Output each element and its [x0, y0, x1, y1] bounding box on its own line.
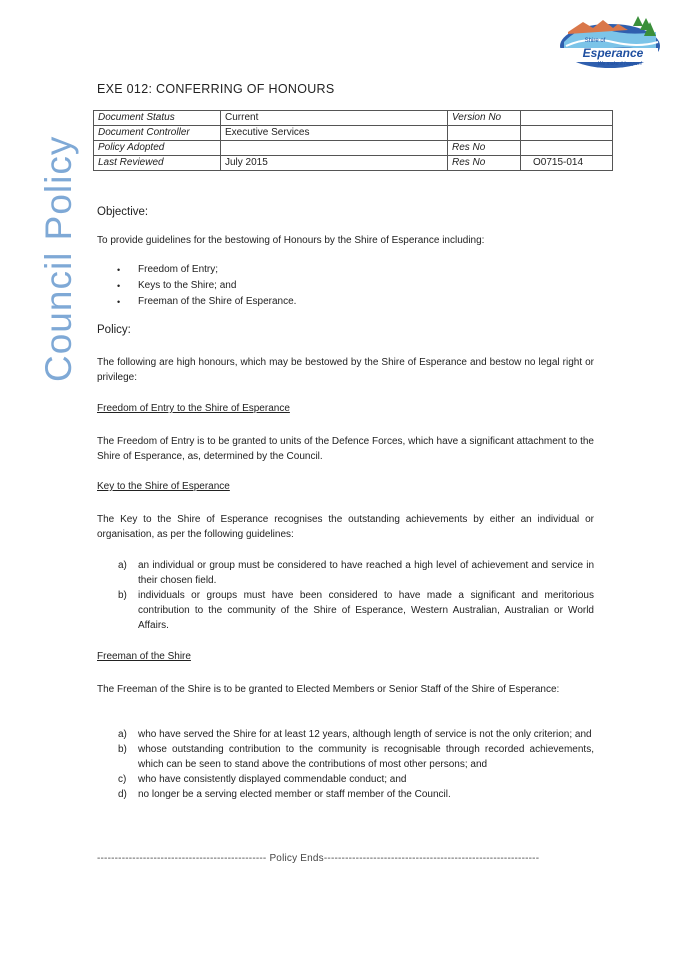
- table-row: [94, 156, 613, 171]
- objective-bullet-list: [117, 262, 296, 310]
- list-marker: b): [118, 744, 127, 755]
- key-text: The Key to the Shire of Esperance recognises the outstanding achievements by either an individual or organisation, as per the following guidelines:: [97, 514, 594, 540]
- reviewed-value: July 2015: [221, 156, 448, 171]
- controller-value: Executive Services: [221, 126, 448, 141]
- adopted-res-value: [521, 141, 613, 156]
- adopted-res-label: Res No: [448, 141, 521, 156]
- freeman-criteria-list: [118, 727, 594, 802]
- list-item-text: who have consistently displayed commendable conduct; and: [138, 774, 407, 785]
- list-item-text: whose outstanding contribution to the community is recognisable through recorded achievements, which can be seen to stand above the contributions of most other persons; and: [138, 744, 594, 770]
- list-marker: b): [118, 590, 127, 601]
- version-label: Version No: [448, 111, 521, 126]
- list-item: [118, 727, 594, 742]
- list-item: [118, 742, 594, 772]
- logo-name: Esperance: [582, 46, 644, 60]
- table-row: [94, 111, 613, 126]
- list-marker: c): [118, 774, 127, 785]
- status-label: Document Status: [94, 111, 221, 126]
- version-value: [521, 111, 613, 126]
- status-value: Current: [221, 111, 448, 126]
- list-marker: d): [118, 789, 127, 800]
- key-guidelines-list: [118, 558, 594, 633]
- list-item: [118, 787, 594, 802]
- list-marker: a): [118, 560, 127, 571]
- list-item-text: no longer be a serving elected member or staff member of the Council.: [138, 789, 451, 800]
- objective-text: To provide guidelines for the bestowing of Honours by the Shire of Esperance including:: [97, 235, 485, 246]
- freeman-heading: Freeman of the Shire: [97, 651, 191, 662]
- adopted-label: Policy Adopted: [94, 141, 221, 156]
- policy-heading: Policy:: [97, 324, 131, 336]
- policy-ends-label: Policy Ends: [269, 853, 324, 864]
- side-title: Council Policy: [38, 135, 79, 382]
- freedom-heading: Freedom of Entry to the Shire of Esperance: [97, 403, 290, 414]
- reviewed-res-value: O0715-014: [521, 156, 613, 171]
- policy-ends-line: ------------------------------------------------ Policy Ends-------------------------------------------------------------: [97, 853, 540, 864]
- logo-shire-of: Shire of: [584, 38, 606, 44]
- document-meta-table: [93, 110, 613, 171]
- list-item-text: individuals or groups must have been considered to have made a significant and meritorious contribution to the community of the Shire of Esperance, Western Australian, Australian or World Affairs.: [138, 590, 594, 631]
- key-heading: Key to the Shire of Esperance: [97, 481, 230, 492]
- list-item-text: who have served the Shire for at least 12 years, although length of service is not the only criterion; and: [138, 729, 592, 740]
- list-item: [118, 558, 594, 588]
- list-item: [118, 588, 594, 633]
- list-item: • Freeman of the Shire of Esperance.: [117, 294, 296, 310]
- freeman-text: The Freeman of the Shire is to be granted to Elected Members or Senior Staff of the Shire of Esperance:: [97, 684, 560, 695]
- reviewed-label: Last Reviewed: [94, 156, 221, 171]
- list-item: • Keys to the Shire; and: [117, 278, 296, 294]
- list-marker: a): [118, 729, 127, 740]
- adopted-value: [221, 141, 448, 156]
- objective-heading: Objective:: [97, 206, 149, 218]
- table-row: [94, 126, 613, 141]
- controller-label: Document Controller: [94, 126, 221, 141]
- list-item-text: an individual or group must be considered to have reached a high level of achievement and service in their chosen field.: [138, 560, 594, 586]
- policy-intro: The following are high honours, which may be bestowed by the Shire of Esperance and bestow no legal right or privilege:: [97, 357, 594, 383]
- freedom-text: The Freedom of Entry is to be granted to units of the Defence Forces, which have a significant attachment to the Shire of Esperance, as, determined by the Council.: [97, 436, 594, 462]
- list-item: [118, 772, 594, 787]
- logo-tagline: We make it happen!: [597, 61, 643, 67]
- reviewed-res-label: Res No: [448, 156, 521, 171]
- table-row: [94, 141, 613, 156]
- list-item: • Freedom of Entry;: [117, 262, 296, 278]
- document-title: EXE 012: CONFERRING OF HONOURS: [97, 82, 335, 96]
